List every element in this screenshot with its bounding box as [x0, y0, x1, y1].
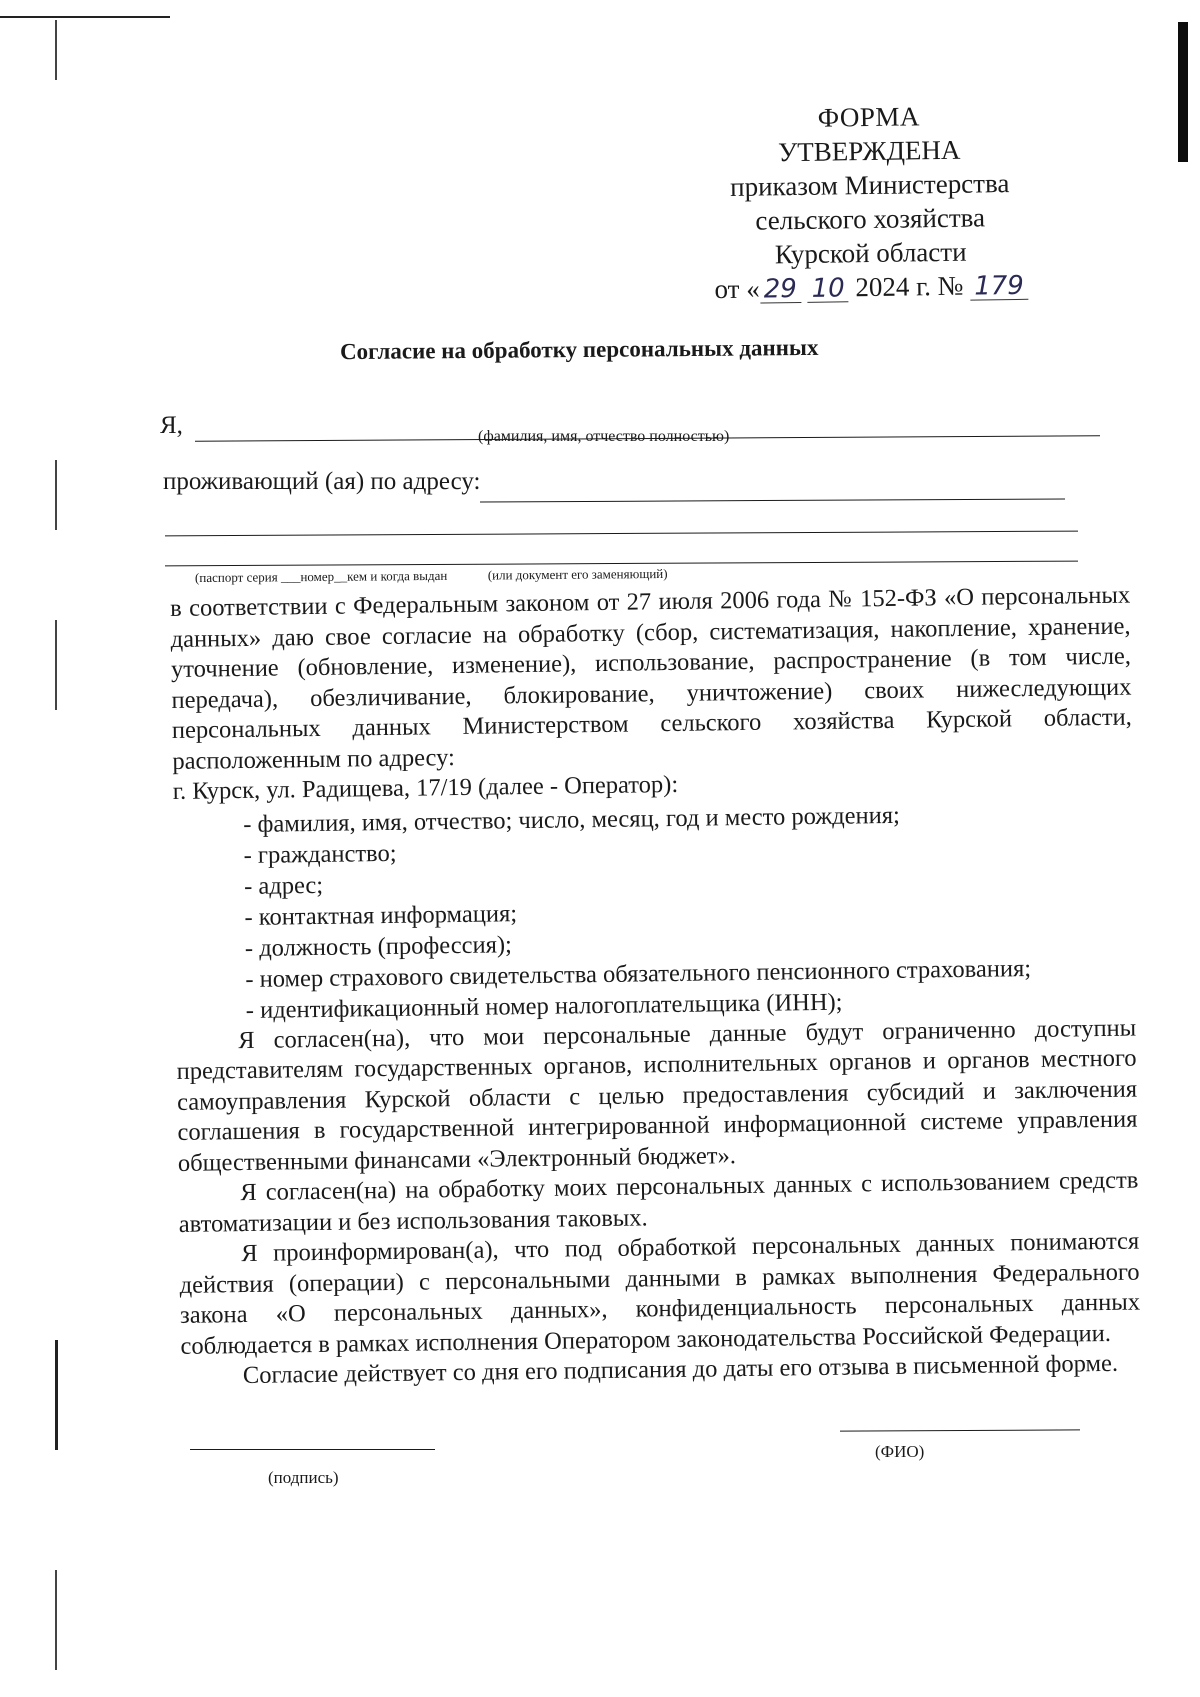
- approval-block: [699, 98, 1042, 307]
- operator-address: г. Курск, ул. Радищева, 17/19 (далее - Оператор):: [172, 770, 679, 805]
- approval-region-line: Курской области: [774, 236, 967, 270]
- fio-caption: (ФИО): [875, 1442, 925, 1461]
- scan-edge-mark: [55, 460, 57, 530]
- date-year: 2024: [855, 271, 910, 303]
- list-item: - идентификационный номер налогоплательщика (ИНН);: [245, 988, 843, 1024]
- approval-ministry-line: сельского хозяйства: [755, 202, 986, 236]
- date-month-handwritten: 10: [807, 275, 848, 303]
- list-item: - контактная информация;: [244, 899, 518, 931]
- fio-fill-line[interactable]: [840, 1429, 1080, 1431]
- i-label: Я,: [160, 412, 183, 439]
- personal-data-list: [173, 796, 1136, 1026]
- list-item: - адрес;: [243, 871, 324, 900]
- informed-paragraph: Я проинформирован(а), что под обработкой персональных данных понимаются действия (операции) с персональными данными в рамках выполнения Федерального закона «О персональных данных», конфиденциальность персональных данных соблюдается в рамках исполнения Оператором законодательства Российской Федерации.: [179, 1227, 1141, 1360]
- approval-date-line: [701, 268, 1041, 307]
- signature-caption: (подпись): [268, 1468, 339, 1487]
- address-label: проживающий (ая) по адресу:: [163, 468, 481, 495]
- list-item: - должность (профессия);: [244, 930, 513, 962]
- approval-order-line: приказом Министерства: [729, 168, 1010, 202]
- order-number-handwritten: 179: [970, 273, 1028, 301]
- scan-edge-mark: [55, 620, 57, 710]
- consent-main-paragraph: в соответствии с Федеральным законом от 27 июля 2006 года № 152-ФЗ «О персональных данных» даю свое согласие на обработку (сбор, систематизация, накопление, хранение, уточнение (обновление, изменение), использование, распространение (в том числе, передача), обезличивание, блокирование, уничтожение) своих нижеследующих персональных данных Министерством сельского хозяйства Курской области, расположенным по адресу:: [170, 581, 1133, 775]
- passport-caption: [195, 566, 668, 586]
- passport-caption-part2: (или документ его заменяющий): [487, 565, 668, 583]
- validity-paragraph: Согласие действует со дня его подписания до даты его отзыва в письменной форме.: [242, 1349, 1119, 1390]
- signature-fill-line[interactable]: [190, 1449, 435, 1450]
- scan-edge-mark: [55, 20, 57, 80]
- document-title: Согласие на обработку персональных данных: [339, 334, 819, 365]
- list-item: - гражданство;: [243, 839, 397, 869]
- order-number-label: г. №: [915, 270, 964, 302]
- date-day-handwritten: 29: [760, 276, 801, 304]
- date-prefix: от «: [714, 273, 760, 305]
- scan-mark: [0, 16, 170, 18]
- list-item: - фамилия, имя, отчество; число, месяц, год и место рождения;: [243, 801, 900, 838]
- scan-edge-mark: [55, 1570, 57, 1670]
- address-fill-line[interactable]: [480, 498, 1065, 502]
- name-caption: (фамилия, имя, отчество полностью): [478, 428, 730, 445]
- agreement-paragraph-access: Я согласен(на), что мои персональные данные будут ограниченно доступны представителям государственных органов, исполнительных органов и органов местного самоуправления Курской области с целью предоставления субсидий и заключения соглашения в государственной интегрированной информационной системе управления общественными финансами «Электронный бюджет».: [176, 1014, 1138, 1177]
- scan-edge-mark: [55, 1340, 58, 1450]
- approval-form-label: ФОРМА: [817, 101, 921, 133]
- scan-edge-bar: [1178, 22, 1188, 162]
- passport-caption-part1: (паспорт серия ___номер__кем и когда выдан: [194, 567, 448, 586]
- address-fill-line-2[interactable]: [165, 531, 1078, 537]
- approval-approved-label: УТВЕРЖДЕНА: [777, 134, 961, 168]
- consent-body: [170, 581, 1141, 1393]
- list-item: - номер страхового свидетельства обязательного пенсионного страхования;: [245, 954, 1032, 993]
- agreement-paragraph-processing: Я согласен(на) на обработку моих персональных данных с использованием средств автоматизации и без использования таковых.: [178, 1166, 1139, 1238]
